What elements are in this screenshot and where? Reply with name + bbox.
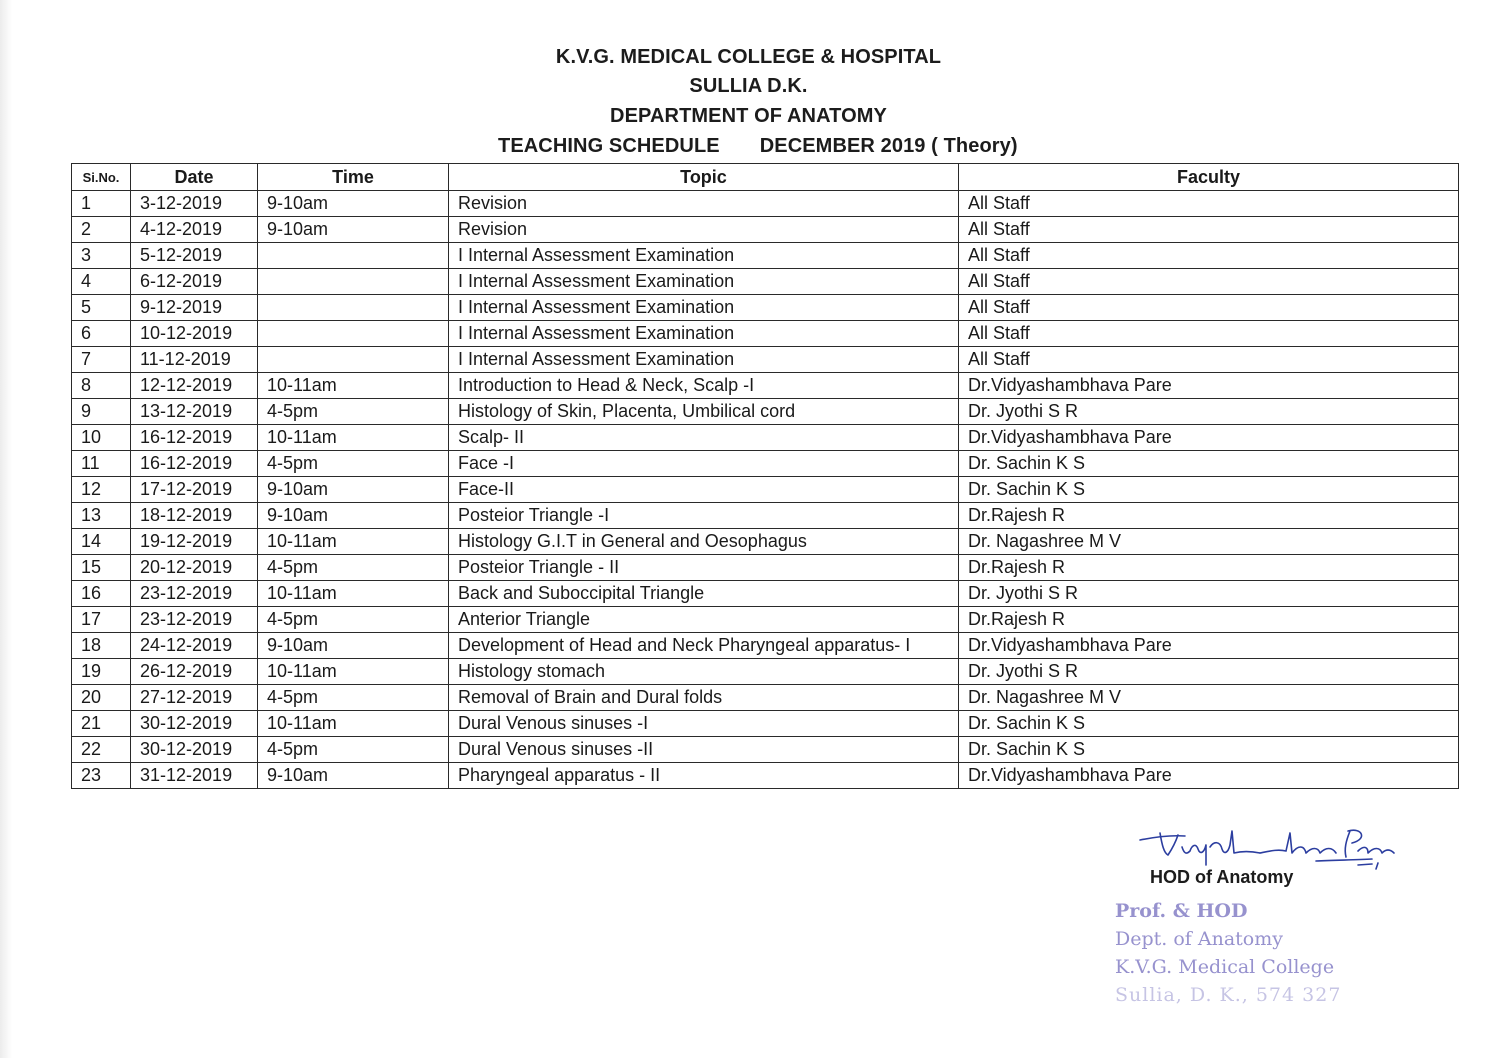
cell-faculty: Dr.Vidyashambhava Pare <box>959 633 1459 659</box>
cell-date: 6-12-2019 <box>131 269 258 295</box>
cell-date: 20-12-2019 <box>131 555 258 581</box>
cell-date: 26-12-2019 <box>131 659 258 685</box>
cell-time: 10-11am <box>258 529 449 555</box>
cell-sino: 6 <box>72 321 131 347</box>
cell-sino: 11 <box>72 451 131 477</box>
column-header-topic: Topic <box>449 164 959 191</box>
cell-faculty: All Staff <box>959 217 1459 243</box>
cell-faculty: Dr. Nagashree M V <box>959 529 1459 555</box>
cell-date: 11-12-2019 <box>131 347 258 373</box>
table-row <box>72 503 1459 529</box>
cell-date: 3-12-2019 <box>131 191 258 217</box>
cell-topic: Pharyngeal apparatus - II <box>449 763 959 789</box>
cell-faculty: Dr.Vidyashambhava Pare <box>959 373 1459 399</box>
stamp-line: K.V.G. Medical College <box>1115 956 1335 978</box>
cell-time: 4-5pm <box>258 555 449 581</box>
cell-faculty: Dr. Jyothi S R <box>959 399 1459 425</box>
table-row <box>72 763 1459 789</box>
cell-faculty: All Staff <box>959 191 1459 217</box>
cell-topic: Revision <box>449 217 959 243</box>
cell-sino: 2 <box>72 217 131 243</box>
column-header-date: Date <box>131 164 258 191</box>
cell-faculty: All Staff <box>959 269 1459 295</box>
table-row <box>72 555 1459 581</box>
cell-time: 4-5pm <box>258 607 449 633</box>
cell-time: 10-11am <box>258 659 449 685</box>
cell-time: 9-10am <box>258 763 449 789</box>
stamp-line: Prof. & HOD <box>1115 900 1248 922</box>
cell-date: 12-12-2019 <box>131 373 258 399</box>
cell-time: 4-5pm <box>258 685 449 711</box>
cell-date: 13-12-2019 <box>131 399 258 425</box>
cell-time <box>258 243 449 269</box>
schedule-period: DECEMBER 2019 ( Theory) <box>759 135 1018 157</box>
cell-topic: Posteior Triangle -I <box>449 503 959 529</box>
cell-sino: 18 <box>72 633 131 659</box>
cell-faculty: All Staff <box>959 243 1459 269</box>
table-row <box>72 451 1459 477</box>
department-title: DEPARTMENT OF ANATOMY <box>610 105 887 127</box>
column-header-time: Time <box>258 164 449 191</box>
column-header-sino: Si.No. <box>72 164 131 191</box>
cell-date: 17-12-2019 <box>131 477 258 503</box>
cell-topic: Posteior Triangle - II <box>449 555 959 581</box>
cell-topic: I Internal Assessment Examination <box>449 347 959 373</box>
cell-faculty: Dr. Jyothi S R <box>959 659 1459 685</box>
official-stamp <box>1115 897 1341 1009</box>
schedule-table-body <box>72 191 1459 789</box>
cell-faculty: Dr. Sachin K S <box>959 737 1459 763</box>
cell-sino: 12 <box>72 477 131 503</box>
cell-sino: 5 <box>72 295 131 321</box>
cell-date: 23-12-2019 <box>131 607 258 633</box>
cell-sino: 16 <box>72 581 131 607</box>
cell-date: 5-12-2019 <box>131 243 258 269</box>
cell-sino: 8 <box>72 373 131 399</box>
cell-date: 23-12-2019 <box>131 581 258 607</box>
cell-faculty: Dr. Sachin K S <box>959 451 1459 477</box>
cell-time: 10-11am <box>258 425 449 451</box>
cell-time <box>258 269 449 295</box>
cell-date: 9-12-2019 <box>131 295 258 321</box>
cell-topic: I Internal Assessment Examination <box>449 243 959 269</box>
cell-sino: 1 <box>72 191 131 217</box>
table-row <box>72 659 1459 685</box>
cell-faculty: Dr. Sachin K S <box>959 711 1459 737</box>
schedule-table <box>71 163 1459 789</box>
table-row <box>72 269 1459 295</box>
cell-date: 19-12-2019 <box>131 529 258 555</box>
column-header-faculty: Faculty <box>959 164 1459 191</box>
cell-topic: Histology of Skin, Placenta, Umbilical cord <box>449 399 959 425</box>
scan-page-edge <box>0 0 12 1058</box>
cell-date: 30-12-2019 <box>131 711 258 737</box>
cell-date: 18-12-2019 <box>131 503 258 529</box>
table-row <box>72 295 1459 321</box>
cell-date: 16-12-2019 <box>131 451 258 477</box>
cell-topic: Revision <box>449 191 959 217</box>
cell-time <box>258 321 449 347</box>
cell-time: 4-5pm <box>258 399 449 425</box>
cell-sino: 21 <box>72 711 131 737</box>
cell-sino: 10 <box>72 425 131 451</box>
cell-sino: 13 <box>72 503 131 529</box>
table-row <box>72 347 1459 373</box>
cell-topic: I Internal Assessment Examination <box>449 269 959 295</box>
cell-faculty: Dr. Sachin K S <box>959 477 1459 503</box>
cell-topic: Histology G.I.T in General and Oesophagus <box>449 529 959 555</box>
cell-sino: 7 <box>72 347 131 373</box>
cell-topic: Anterior Triangle <box>449 607 959 633</box>
cell-date: 10-12-2019 <box>131 321 258 347</box>
cell-time: 9-10am <box>258 477 449 503</box>
cell-sino: 3 <box>72 243 131 269</box>
table-row <box>72 191 1459 217</box>
cell-topic: Introduction to Head & Neck, Scalp -I <box>449 373 959 399</box>
cell-faculty: All Staff <box>959 321 1459 347</box>
table-header-row <box>72 164 1459 191</box>
cell-topic: Scalp- II <box>449 425 959 451</box>
cell-faculty: Dr.Rajesh R <box>959 503 1459 529</box>
cell-faculty: Dr.Vidyashambhava Pare <box>959 763 1459 789</box>
table-row <box>72 607 1459 633</box>
cell-sino: 23 <box>72 763 131 789</box>
cell-time: 4-5pm <box>258 737 449 763</box>
cell-time <box>258 347 449 373</box>
cell-date: 27-12-2019 <box>131 685 258 711</box>
cell-topic: Dural Venous sinuses -I <box>449 711 959 737</box>
cell-time: 9-10am <box>258 503 449 529</box>
cell-faculty: All Staff <box>959 347 1459 373</box>
table-row <box>72 217 1459 243</box>
cell-topic: Back and Suboccipital Triangle <box>449 581 959 607</box>
cell-topic: Histology stomach <box>449 659 959 685</box>
cell-sino: 20 <box>72 685 131 711</box>
signatory-label: HOD of Anatomy <box>1150 867 1294 887</box>
cell-time: 9-10am <box>258 633 449 659</box>
table-row <box>72 633 1459 659</box>
table-row <box>72 373 1459 399</box>
cell-time: 4-5pm <box>258 451 449 477</box>
cell-sino: 4 <box>72 269 131 295</box>
table-row <box>72 321 1459 347</box>
cell-sino: 9 <box>72 399 131 425</box>
schedule-title-label: TEACHING SCHEDULE <box>498 135 720 157</box>
cell-time: 9-10am <box>258 217 449 243</box>
stamp-line: Dept. of Anatomy <box>1115 928 1283 950</box>
cell-time: 10-11am <box>258 581 449 607</box>
cell-sino: 19 <box>72 659 131 685</box>
cell-faculty: Dr. Jyothi S R <box>959 581 1459 607</box>
table-row <box>72 529 1459 555</box>
cell-date: 16-12-2019 <box>131 425 258 451</box>
cell-topic: I Internal Assessment Examination <box>449 295 959 321</box>
cell-topic: I Internal Assessment Examination <box>449 321 959 347</box>
cell-faculty: Dr.Rajesh R <box>959 555 1459 581</box>
cell-faculty: All Staff <box>959 295 1459 321</box>
cell-faculty: Dr.Vidyashambhava Pare <box>959 425 1459 451</box>
schedule-title <box>498 134 1018 158</box>
cell-topic: Face-II <box>449 477 959 503</box>
cell-topic: Dural Venous sinuses -II <box>449 737 959 763</box>
table-row <box>72 477 1459 503</box>
table-row <box>72 685 1459 711</box>
cell-date: 31-12-2019 <box>131 763 258 789</box>
cell-time: 9-10am <box>258 191 449 217</box>
cell-time: 10-11am <box>258 373 449 399</box>
table-row <box>72 425 1459 451</box>
table-row <box>72 711 1459 737</box>
table-row <box>72 243 1459 269</box>
table-row <box>72 737 1459 763</box>
cell-time <box>258 295 449 321</box>
cell-faculty: Dr.Rajesh R <box>959 607 1459 633</box>
cell-date: 30-12-2019 <box>131 737 258 763</box>
cell-topic: Development of Head and Neck Pharyngeal apparatus- I <box>449 633 959 659</box>
cell-date: 4-12-2019 <box>131 217 258 243</box>
cell-faculty: Dr. Nagashree M V <box>959 685 1459 711</box>
cell-sino: 17 <box>72 607 131 633</box>
cell-sino: 15 <box>72 555 131 581</box>
institution-title: K.V.G. MEDICAL COLLEGE & HOSPITAL <box>555 46 942 68</box>
cell-sino: 22 <box>72 737 131 763</box>
signature-block <box>1100 825 1440 1025</box>
location-title: SULLIA D.K. <box>689 75 808 97</box>
cell-time: 10-11am <box>258 711 449 737</box>
stamp-line: Sullia, D. K., 574 327 <box>1115 984 1342 1006</box>
cell-topic: Removal of Brain and Dural folds <box>449 685 959 711</box>
cell-topic: Face -I <box>449 451 959 477</box>
table-row <box>72 399 1459 425</box>
table-row <box>72 581 1459 607</box>
cell-sino: 14 <box>72 529 131 555</box>
cell-date: 24-12-2019 <box>131 633 258 659</box>
